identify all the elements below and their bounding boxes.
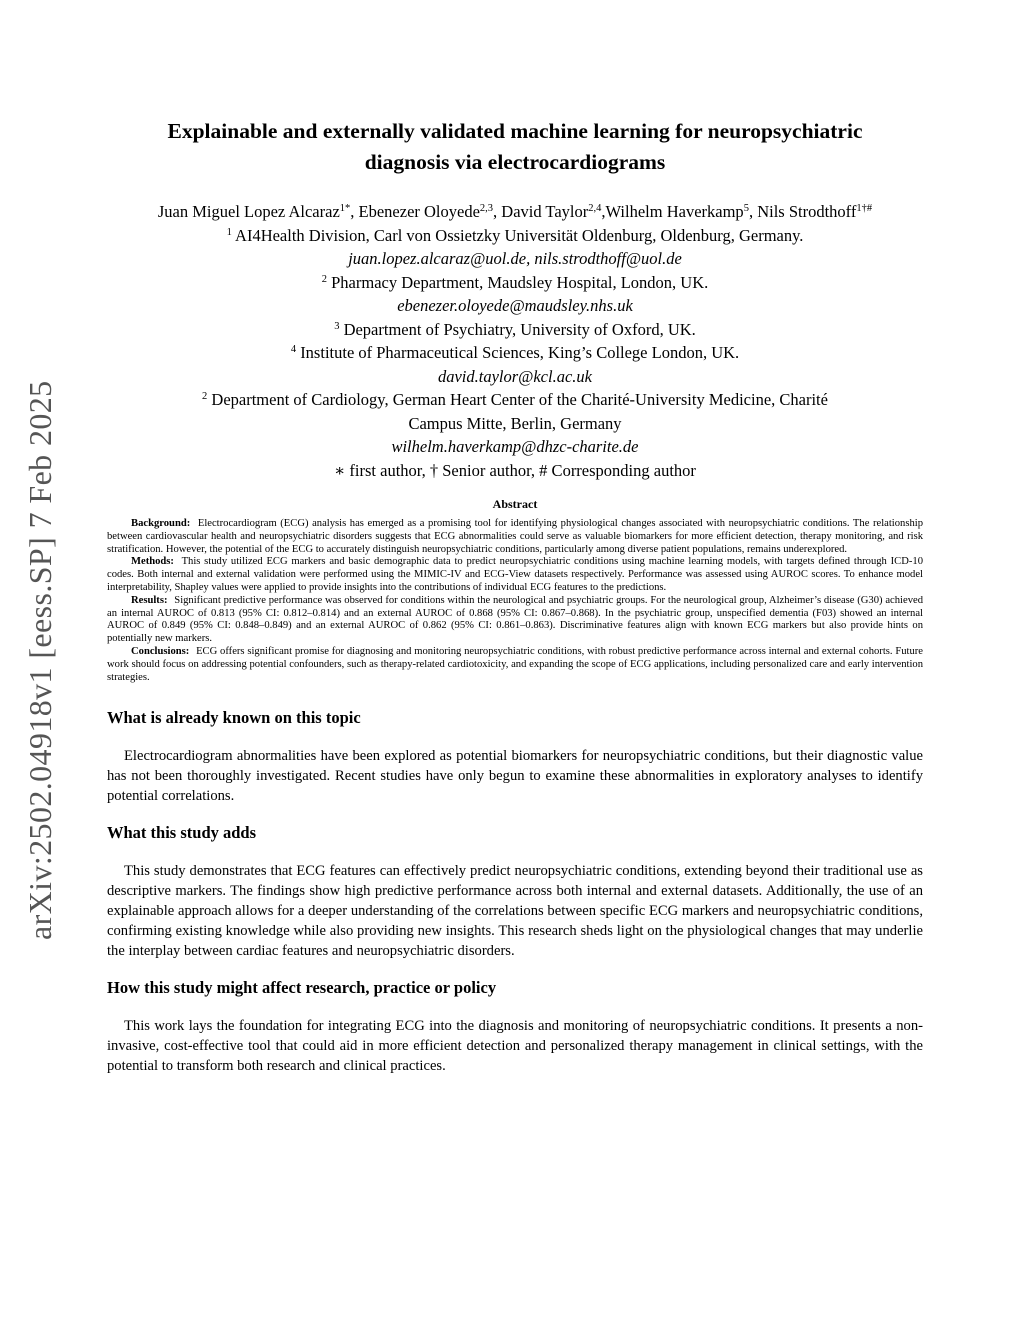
author-name: Wilhelm Haverkamp <box>605 202 744 221</box>
affiliation-2 <box>107 271 923 295</box>
section-heading: What this study adds <box>107 823 257 843</box>
affiliation-text: Pharmacy Department, Maudsley Hospital, London, UK. <box>331 272 709 292</box>
section-paragraph: This work lays the foundation for integrating ECG into the diagnosis and monitoring of neuropsychiatric conditions. It presents a non-invasive, cost-effective tool that could aid in more efficient detection and personalized therapy management in clinical settings, with the potential to transform both research and clinical practices. <box>107 1018 923 1075</box>
author-name: Ebenezer Oloyede <box>358 202 480 221</box>
affiliation-3 <box>107 318 923 342</box>
author-name: Nils Strodthoff <box>757 202 857 221</box>
author-list: Juan Miguel Lopez Alcaraz$^{1*}$, Ebenezer Oloyede$^{2,3}$, David Taylor$^{2,4}$,Wilhelm Haverkamp$^5$, Nils Strodthoff$^{1\dagger\#}$ <box>157 202 873 221</box>
abstract-text: Significant predictive performance was observed for conditions within the neurological and psychiatric groups. For the neurological group, Alzheimer’s disease (G30) achieved an internal AUROC of 0.813 (95% CI: 0.812–0.814) and an external AUROC of 0.868 (95% CI: 0.867–0.868). In the psychiatric group, unspecified dementia (F03) showed an internal AUROC of 0.849 (95% CI: 0.848–0.849) and an external AUROC of 0.862 (95% CI: 0.861–0.863). Discriminative features align with known ECG markers but also provide hints on potentially new markers. <box>107 594 923 645</box>
paper-page <box>107 116 923 1076</box>
affiliation-text: AI4Health Division, Carl von Ossietzky Universität Oldenburg, Oldenburg, Germany. <box>235 225 804 245</box>
abstract-label: Results: <box>131 594 168 606</box>
email-link[interactable]: ebenezer.oloyede@maudsley.nhs.uk <box>397 296 633 315</box>
affiliation-number: 2 <box>321 273 327 285</box>
affiliation-1-emails: juan.lopez.alcaraz@uol.de, nils.strodthoff@uol.de <box>348 249 682 268</box>
abstract-background <box>107 518 923 556</box>
email-link[interactable]: nils.strodthoff@uol.de <box>534 249 682 268</box>
affiliation-number: 1 <box>226 226 232 238</box>
abstract-conclusions <box>107 646 923 684</box>
affiliation-text: Institute of Pharmaceutical Sciences, King’s College London, UK. <box>300 343 740 362</box>
section-affect-research <box>107 978 923 1076</box>
abstract-text: ECG offers significant promise for diagnosing and monitoring neuropsychiatric conditions, with robust predictive performance across internal and external cohorts. Future work should focus on addressing potential confounders, such as therapy-related cardiotoxicity, and expanding the scope of ECG applications, including personalized care and early intervention strategies. <box>107 645 923 683</box>
abstract-results <box>107 595 923 646</box>
section-already-known <box>107 708 923 806</box>
section-study-adds <box>107 823 923 961</box>
abstract-methods <box>107 556 923 594</box>
abstract-heading: Abstract <box>492 497 538 511</box>
author-superscript: 5 <box>743 203 749 214</box>
author-footnote: ∗ first author, † Senior author, # Corresponding author <box>334 460 696 480</box>
section-paragraph: Electrocardiogram abnormalities have been explored as potential biomarkers for neuropsychiatric conditions, but their diagnostic value has not been thoroughly investigated. Recent studies have only begun to examine these abnormalities in exploratory analyses to identify potential correlations. <box>107 748 923 805</box>
affiliation-text: Department of Cardiology, German Heart Center of the Charité-University Medicine, Charité <box>211 390 828 409</box>
abstract-label: Background: <box>131 518 191 529</box>
email-link[interactable]: wilhelm.haverkamp@dhzc-charite.de <box>391 437 639 456</box>
affiliation-5 <box>107 388 923 412</box>
abstract-label: Methods: <box>131 556 174 568</box>
section-paragraph: This study demonstrates that ECG features can effectively predict neuropsychiatric conditions, extending beyond their traditional use as descriptive markers. The findings show high predictive performance across both internal and external datasets. Additionally, the use of an explainable approach allows for a deeper understanding of the correlations between specific ECG markers and neuropsychiatric conditions, confirming existing knowledge while also providing new insights. This research sheds light on the physiological changes that may underlie the interplay between cardiac features and neuropsychiatric disorders. <box>107 863 923 960</box>
section-heading: How this study might affect research, practice or policy <box>107 978 497 998</box>
abstract <box>107 518 923 684</box>
abstract-text: Electrocardiogram (ECG) analysis has emerged as a promising tool for identifying physiological changes associated with neuropsychiatric conditions. The relationship between cardiovascular health and neuropsychiatric disorders suggests that ECG abnormalities could serve as valuable biomarkers for more efficient detection, therapy monitoring, and risk stratification. However, the potential of the ECG to accurately distinguish neuropsychiatric conditions, particularly among diverse patient populations, remains underexplored. <box>107 518 923 555</box>
author-superscript: 1* <box>339 203 351 214</box>
title-line-1: Explainable and externally validated machine learning for neuropsychiatric <box>167 119 863 143</box>
affiliation-number: 2 <box>202 391 208 402</box>
section-heading: What is already known on this topic <box>107 708 361 728</box>
affiliation-4 <box>107 341 923 365</box>
author-name: David Taylor <box>501 202 589 221</box>
paper-title <box>107 116 923 178</box>
author-superscript: 2,3 <box>479 203 494 214</box>
arxiv-side-identifier: arXiv:2502.04918v1 [eess.SP] 7 Feb 2025 <box>22 380 58 940</box>
email-link[interactable]: david.taylor@kcl.ac.uk <box>437 366 592 386</box>
affiliation-1 <box>107 224 923 248</box>
affiliation-5-line-2: Campus Mitte, Berlin, Germany <box>408 413 622 433</box>
author-name: Juan Miguel Lopez Alcaraz <box>157 202 340 221</box>
affiliation-text: Department of Psychiatry, University of Oxford, UK. <box>343 319 696 339</box>
author-block <box>107 200 923 482</box>
abstract-label: Conclusions: <box>131 645 190 657</box>
title-line-2: diagnosis via electrocardiograms <box>364 150 666 174</box>
abstract-text: This study utilized ECG markers and basic demographic data to predict neuropsychiatric conditions using machine learning models, with targets defined through ICD-10 codes. Both internal and external validation were performed using the MIMIC-IV and ECG-View datasets respectively. Performance was assessed using AUROC scores. To enhance model interpretability, Shapley values were applied to provide insights into the contributions of individual ECG features to the predictions. <box>107 556 923 593</box>
affiliation-number: 4 <box>290 344 297 355</box>
email-link[interactable]: juan.lopez.alcaraz@uol.de <box>348 249 527 268</box>
author-superscript: 2,4 <box>588 203 602 214</box>
author-superscript: 1†# <box>856 203 873 214</box>
affiliation-number: 3 <box>334 320 340 332</box>
